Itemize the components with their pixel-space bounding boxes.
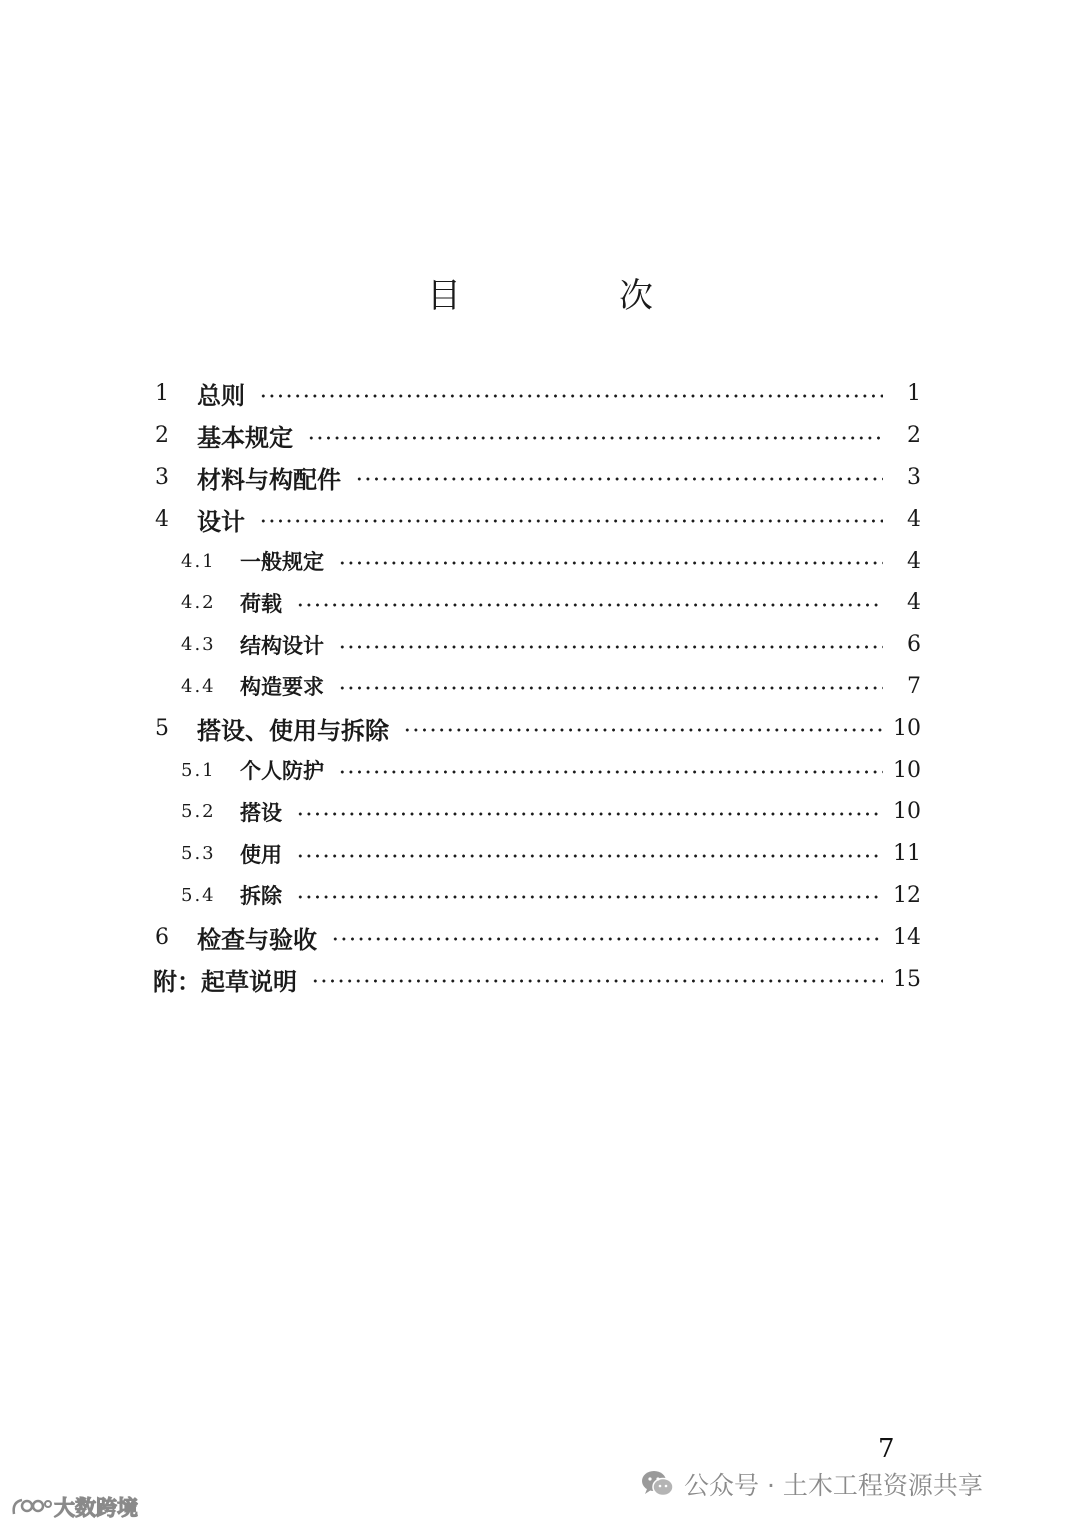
toc-dot-leader bbox=[331, 937, 883, 941]
toc-entry-title: 构造要求 bbox=[240, 675, 324, 700]
brand-watermark-text: 大数跨境 bbox=[54, 1496, 138, 1520]
table-of-contents bbox=[153, 373, 921, 1000]
toc-entry-number: 5.3 bbox=[181, 843, 216, 865]
toc-entry-title: 检查与验收 bbox=[197, 925, 317, 954]
toc-entry-title: 拆除 bbox=[240, 884, 282, 909]
toc-entry-page: 4 bbox=[907, 548, 921, 574]
toc-entry[interactable] bbox=[153, 457, 921, 499]
toc-entry[interactable] bbox=[153, 415, 921, 457]
toc-entry-title: 总则 bbox=[197, 382, 245, 411]
toc-dot-leader bbox=[338, 770, 883, 774]
brand-watermark bbox=[10, 1492, 138, 1522]
toc-entry-page: 10 bbox=[893, 799, 921, 825]
toc-entry-number: 4.4 bbox=[181, 675, 216, 697]
toc-entry-number: 4.1 bbox=[181, 550, 216, 572]
toc-entry-number: 4.3 bbox=[181, 634, 216, 656]
toc-entry-title: 基本规定 bbox=[197, 424, 293, 453]
toc-dot-leader bbox=[311, 979, 883, 983]
toc-entry-page: 2 bbox=[907, 423, 921, 449]
toc-dot-leader bbox=[296, 854, 883, 858]
brand-logo-icon bbox=[10, 1494, 52, 1520]
toc-entry-title: 结构设计 bbox=[240, 633, 324, 658]
toc-dot-leader bbox=[307, 436, 883, 440]
toc-entry-title: 荷载 bbox=[240, 591, 282, 616]
toc-entry[interactable] bbox=[153, 498, 921, 540]
toc-entry[interactable] bbox=[153, 707, 921, 749]
toc-entry-page: 10 bbox=[893, 757, 921, 783]
toc-dot-leader bbox=[338, 645, 883, 649]
toc-entry-number: 4 bbox=[155, 506, 169, 532]
toc-dot-leader bbox=[259, 394, 883, 398]
toc-dot-leader bbox=[338, 561, 883, 565]
toc-title: 目 次 bbox=[427, 276, 715, 316]
toc-entry-number: 6 bbox=[155, 924, 169, 950]
toc-entry-page: 3 bbox=[907, 464, 921, 490]
wechat-watermark-text: 公众号 · 土木工程资源共享 bbox=[684, 1471, 983, 1500]
toc-entry-page: 6 bbox=[907, 632, 921, 658]
toc-dot-leader bbox=[338, 686, 883, 690]
toc-dot-leader bbox=[296, 603, 883, 607]
toc-dot-leader bbox=[403, 728, 883, 732]
toc-entry-title: 材料与构配件 bbox=[197, 465, 341, 494]
toc-entry-page: 14 bbox=[893, 924, 921, 950]
toc-entry-title: 个人防护 bbox=[240, 759, 324, 784]
toc-dot-leader bbox=[259, 519, 883, 523]
toc-entry-title: 搭设 bbox=[240, 800, 282, 825]
page-number: 7 bbox=[878, 1434, 895, 1464]
toc-dot-leader bbox=[296, 895, 883, 899]
toc-entry-number: 2 bbox=[155, 423, 169, 449]
toc-entry-number: 5.2 bbox=[181, 801, 216, 823]
toc-entry-page: 15 bbox=[893, 966, 921, 992]
toc-entry[interactable] bbox=[153, 666, 921, 708]
toc-entry[interactable] bbox=[153, 833, 921, 875]
toc-entry-title: 搭设、使用与拆除 bbox=[197, 716, 389, 745]
toc-dot-leader bbox=[355, 477, 883, 481]
toc-entry-number: 5.1 bbox=[181, 759, 216, 781]
toc-entry-number: 3 bbox=[155, 464, 169, 490]
toc-entry-number: 4.2 bbox=[181, 592, 216, 614]
toc-entry-page: 10 bbox=[893, 715, 921, 741]
toc-entry[interactable] bbox=[153, 958, 921, 1000]
toc-entry-title: 附：起草说明 bbox=[153, 967, 297, 996]
toc-entry[interactable] bbox=[153, 540, 921, 582]
toc-entry-page: 4 bbox=[907, 506, 921, 532]
toc-entry[interactable] bbox=[153, 749, 921, 791]
toc-entry[interactable] bbox=[153, 582, 921, 624]
toc-entry-page: 4 bbox=[907, 590, 921, 616]
toc-entry-title: 设计 bbox=[197, 507, 245, 536]
toc-entry-number: 1 bbox=[155, 381, 169, 407]
toc-entry[interactable] bbox=[153, 791, 921, 833]
toc-entry-page: 7 bbox=[907, 673, 921, 699]
wechat-watermark bbox=[640, 1466, 983, 1502]
toc-entry-page: 1 bbox=[907, 381, 921, 407]
toc-entry-title: 使用 bbox=[240, 842, 282, 867]
toc-entry[interactable] bbox=[153, 916, 921, 958]
toc-entry-number: 5 bbox=[155, 715, 169, 741]
toc-entry-page: 11 bbox=[893, 841, 921, 867]
toc-entry[interactable] bbox=[153, 875, 921, 917]
toc-entry[interactable] bbox=[153, 373, 921, 415]
toc-entry-page: 12 bbox=[893, 882, 921, 908]
toc-entry-number: 5.4 bbox=[181, 884, 216, 906]
wechat-icon bbox=[640, 1468, 676, 1500]
toc-dot-leader bbox=[296, 812, 883, 816]
toc-entry[interactable] bbox=[153, 624, 921, 666]
toc-entry-title: 一般规定 bbox=[240, 550, 324, 575]
